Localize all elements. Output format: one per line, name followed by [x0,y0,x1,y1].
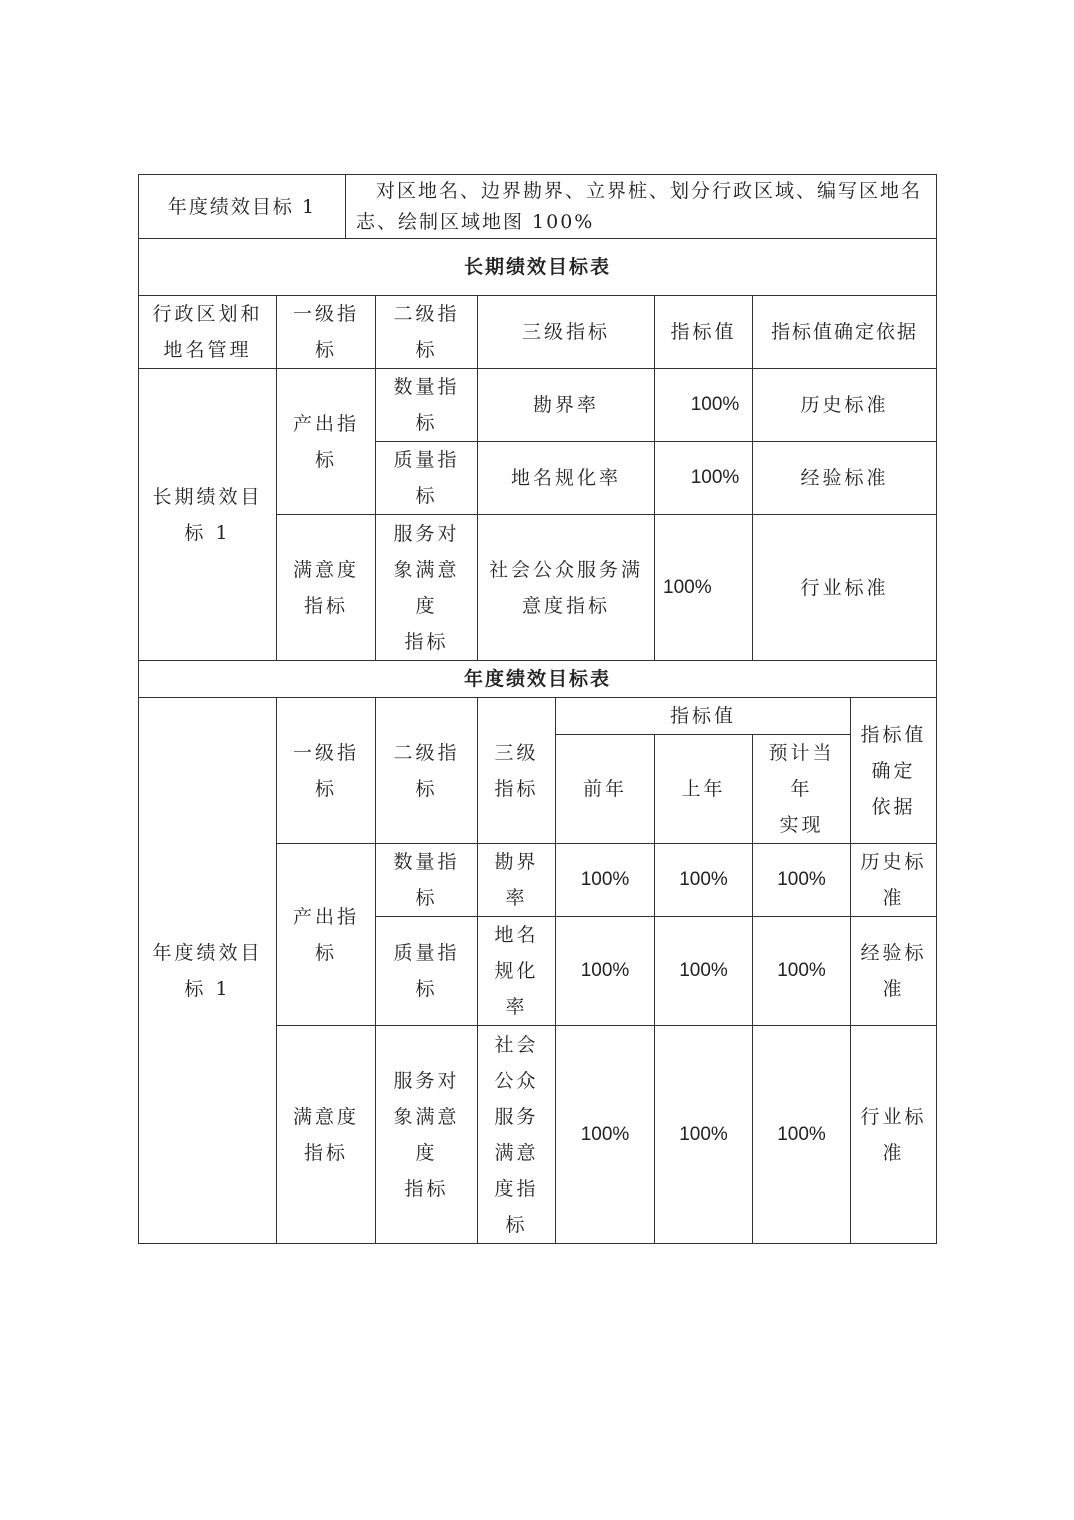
long-term-goal-label: 长期绩效目 标 1 [152,485,263,544]
header-project: 行政区划和 地名管理 [152,303,263,361]
header-value: 指标值 [670,321,737,343]
rule [138,1243,937,1244]
annual-table-title: 年度绩效目标表 [463,668,611,690]
annual-header-basis: 指标值 确定 依据 [860,723,927,818]
annual-header-level2: 二级指 标 [393,741,460,800]
table-row-level2: 数量指 标 [393,851,460,909]
table-row-value: 100% [690,467,740,488]
table-row-level2: 数量指 标 [393,376,460,434]
annual-header-prev-year: 前年 [582,778,627,800]
table-row-level3: 社会公众服务满 意度指标 [488,558,643,617]
table-row-prev: 100% [580,960,630,981]
table-row-level2: 质量指 标 [393,942,460,1000]
table-row-expected: 100% [777,869,826,890]
table-row-level2: 服务对 象满意 度 指标 [393,1069,460,1200]
table-row-level3: 地名 规化 率 [494,924,539,1018]
table-row-value: 100% [690,394,740,415]
table-row-last: 100% [679,1123,728,1145]
annual-header-level1: 一级指 标 [292,741,359,800]
table-row-value: 100% [663,576,712,598]
header-level3: 三级指标 [521,321,610,343]
header-level2: 二级指 标 [393,303,460,361]
annual-header-value-group: 指标值 [669,705,736,727]
header-level1: 一级指 标 [292,303,359,361]
annual-goal-content: 对区地名、边界勘界、立界桩、划分行政区域、编写区地名志、绘制区域地图 100% [356,179,923,233]
table-row-basis: 历史标 准 [860,851,927,909]
group-satisfaction: 满意度 指标 [292,558,359,617]
annual-header-last-year: 上年 [681,778,726,800]
annual-goal-row-label: 年度绩效目 标 1 [152,941,263,1000]
annual-header-expected: 预计当 年 实现 [768,742,835,836]
group-output: 产出指 标 [292,412,359,471]
table-row-level3: 勘界率 [532,394,599,416]
rule [936,174,937,1244]
table-row-last: 100% [679,869,728,890]
table-row-level3: 地名规化率 [510,467,621,489]
header-basis: 指标值确定依据 [770,321,918,343]
table-row-prev: 100% [580,1123,630,1145]
table-row-expected: 100% [777,1123,826,1145]
table-row-basis: 历史标准 [800,394,889,416]
table-row-prev: 100% [580,869,630,890]
table-row-basis: 行业标 准 [860,1105,927,1164]
table-row-expected: 100% [777,960,826,981]
annual-group-output: 产出指 标 [292,905,359,964]
long-term-table-title: 长期绩效目标表 [463,256,611,278]
table-row-basis: 经验标 准 [860,942,927,1000]
annual-goal-label: 年度绩效目标 1 [167,195,317,218]
table-row-basis: 经验标准 [800,467,889,489]
table-row-level3: 社会 公众 服务 满意 度指 标 [494,1033,539,1236]
table-row-basis: 行业标准 [800,576,889,599]
annual-header-level3: 三级 指标 [494,741,539,800]
table-row-level2: 质量指 标 [393,449,460,507]
annual-group-satisfaction: 满意度 指标 [292,1105,359,1164]
table-row-level3: 勘界 率 [494,851,539,909]
table-row-level2: 服务对 象满意 度 指标 [393,522,460,653]
table-row-last: 100% [679,960,728,981]
